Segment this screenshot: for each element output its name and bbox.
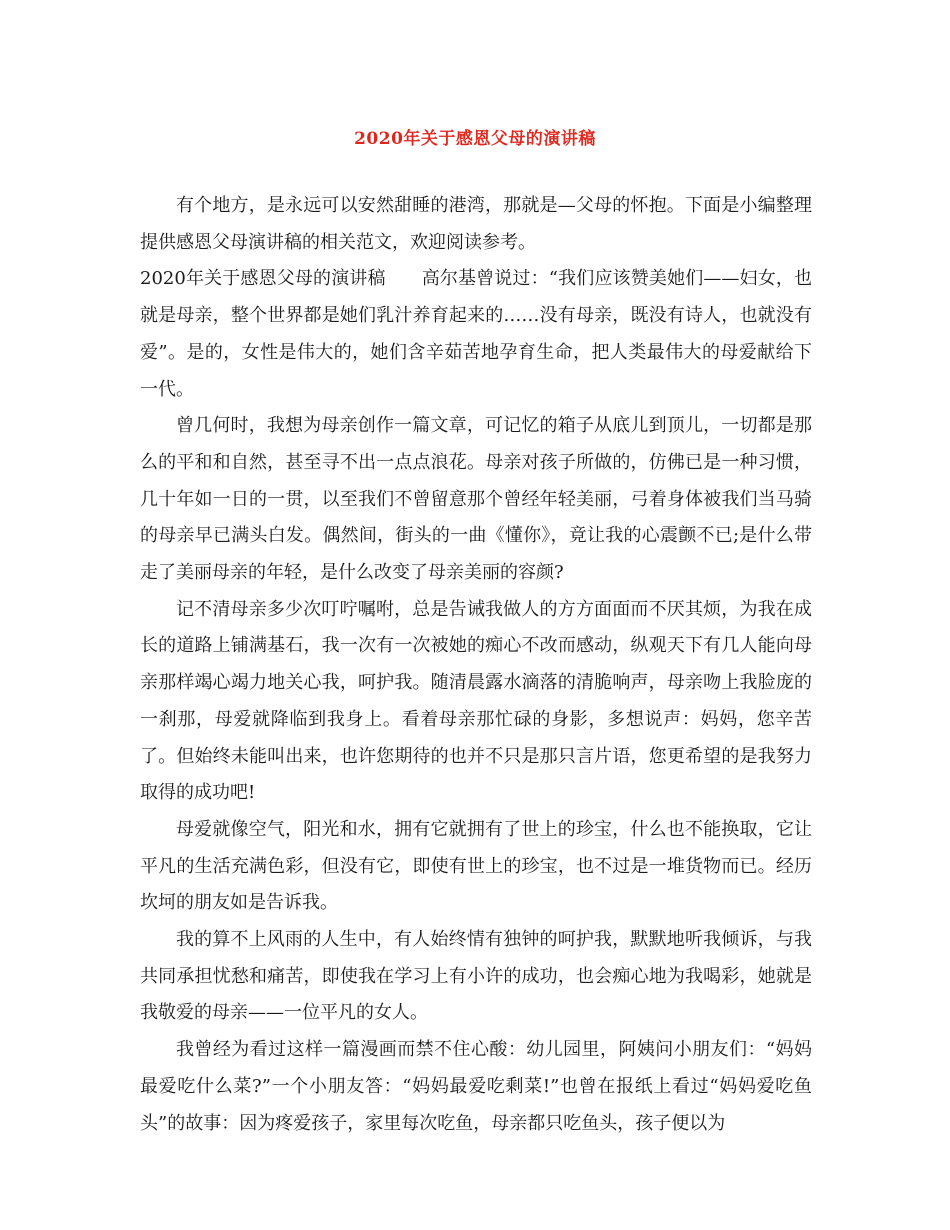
paragraph-4: 母爱就像空气，阳光和水，拥有它就拥有了世上的珍宝，什么也不能换取，它让平凡的生活充满色彩，但没有它，即使有世上的珍宝，也不过是一堆货物而已。经历坎坷的朋友如是告诉我。 bbox=[140, 818, 812, 914]
document-body bbox=[140, 188, 812, 1142]
document-title: 2020年关于感恩父母的演讲稿 bbox=[354, 129, 596, 149]
intro-paragraph: 有个地方，是永远可以安然甜睡的港湾，那就是—父母的怀抱。下面是小编整理提供感恩父母演讲稿的相关范文，欢迎阅读参考。 bbox=[140, 195, 812, 253]
paragraph-3: 记不清母亲多少次叮咛嘱咐，总是告诫我做人的方方面面而不厌其烦，为我在成长的道路上铺满基石，我一次有一次被她的痴心不改而感动，纵观天下有几人能向母亲那样竭心竭力地关心我，呵护我。随清晨露水滴落的清脆响声，母亲吻上我脸庞的一刹那，母爱就降临到我身上。看着母亲那忙碌的身影，多想说声：妈妈，您辛苦了。但始终未能叫出来，也许您期待的也并不只是那只言片语，您更希望的是我努力取得的成功吧! bbox=[140, 598, 812, 804]
paragraph-2: 曾几何时，我想为母亲创作一篇文章，可记忆的箱子从底儿到顶儿，一切都是那么的平和和自然，甚至寻不出一点点浪花。母亲对孩子所做的，仿佛已是一种习惯，几十年如一日的一贯，以至我们不曾留意那个曾经年轻美丽，弓着身体被我们当马骑的母亲早已满头白发。偶然间，街头的一曲《懂你》，竟让我的心震颤不已;是什么带走了美丽母亲的年轻，是什么改变了母亲美丽的容颜? bbox=[140, 415, 812, 584]
paragraph-5: 我的算不上风雨的人生中，有人始终情有独钟的呵护我，默默地听我倾诉，与我共同承担忧愁和痛苦，即使我在学习上有小许的成功，也会痴心地为我喝彩，她就是我敬爱的母亲——一位平凡的女人。 bbox=[140, 929, 812, 1024]
paragraph-6: 我曾经为看过这样一篇漫画而禁不住心酸：幼儿园里，阿姨问小朋友们：“妈妈最爱吃什么菜?”一个小朋友答：“妈妈最爱吃剩菜!”也曾在报纸上看过“妈妈爱吃鱼头”的故事：因为疼爱孩子，家里每次吃鱼，母亲都只吃鱼头，孩子便以为 bbox=[140, 1039, 812, 1134]
paragraph-1 bbox=[140, 261, 812, 408]
inline-subheading: 2020年关于感恩父母的演讲稿 bbox=[140, 268, 386, 290]
paragraph-1-text: 高尔基曾说过：“我们应该赞美她们——妇女，也就是母亲，整个世界都是她们乳汁养育起来的……没有母亲，既没有诗人，也就没有爱”。是的，女性是伟大的，她们含辛茹苦地孕育生命，把人类最伟大的母爱献给下一代。 bbox=[140, 268, 813, 400]
